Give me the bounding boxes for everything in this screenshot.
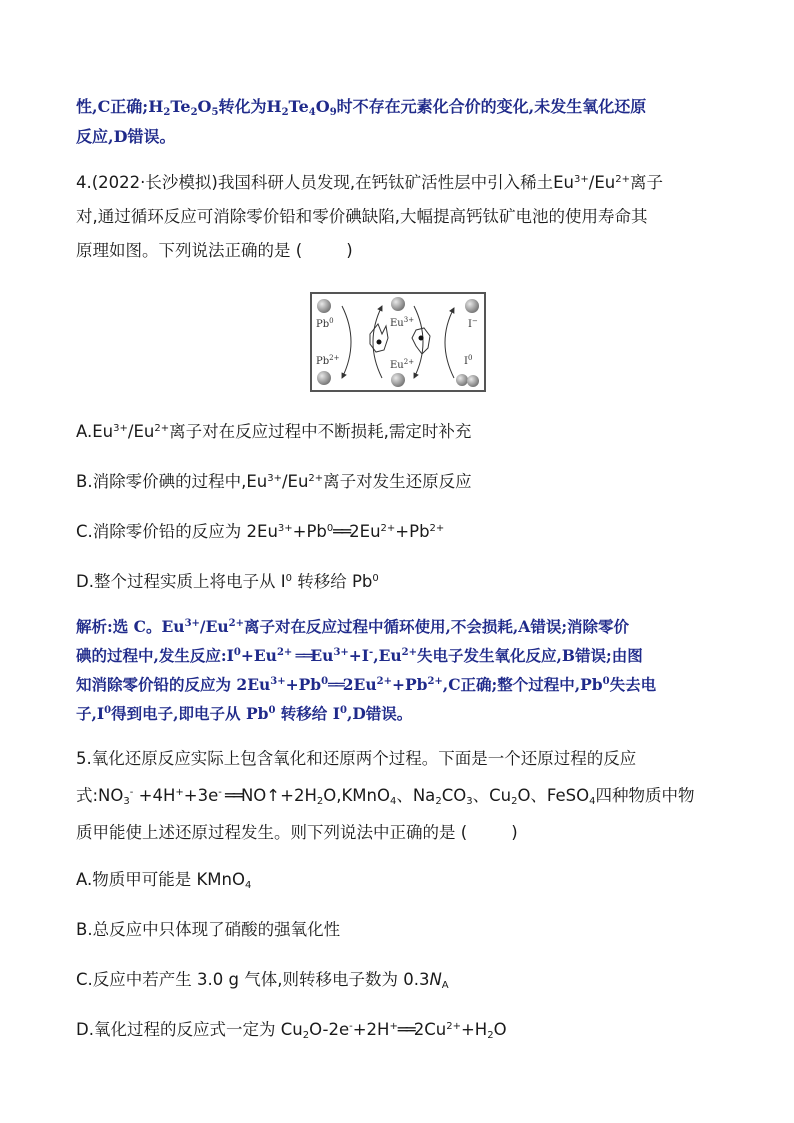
eu2-ion [391,373,405,387]
option-4b: B.消除零价碘的过程中$,Eu^{3+}/Eu^{2+}$离子对发生还原反应 [76,472,472,491]
analysis-4-line4: 子$,I^0$得到电子,即电子从 Pb$^0$ 转移给 $I^0,D$错误。 [76,704,413,723]
mechanism-diagram [312,294,484,390]
analysis-4-line3: 知消除零价铅的反应为 $2Eu^{3+}+Pb^0══2Eu^{2+}+Pb^{2+},C$正确;整个过程中,Pb$^0$失去电 [76,675,657,694]
label-i0: $I^0$ [464,354,473,367]
electron-left [377,340,382,345]
question-4-line3: 原理如图。下列说法正确的是 ( ) [76,241,353,260]
analysis-4-line2: 碘的过程中,发生反应$:I^0+Eu^{2+}$ $══Eu^{3+}+I^-,Eu^{2+}$失电子发生氧化反应,B错误;由图 [76,646,643,665]
prev-answer [76,92,724,152]
answer-bracket-5: ( ) [460,823,518,842]
answer-bracket: ( ) [295,241,353,260]
arrow-pb-left [342,306,351,378]
question-5 [76,740,724,851]
label-pb0: Pb$^0$ [316,317,334,330]
question-5-line2: 式$:NO_3^- +4H^++3e^-$ $══NO↑+2H_2O,KMnO_4$、$Na_2CO_3$、$Cu_2O$、FeSO$_4$四种物质中物 [76,786,695,807]
prev-answer-line2: 反应,D错误。 [76,127,176,146]
option-4d: D.整个过程实质上将电子从 $I^0$ 转移给 Pb$^0$ [76,572,379,591]
label-eu2: $Eu^{2+}$ [390,358,415,371]
question-4-line2: 对,通过循环反应可消除零价铅和零价碘缺陷,大幅提高钙钛矿电池的使用寿命其 [76,207,648,226]
analysis-4-line1: 解析:选 C。$Eu^{3+}/Eu^{2+}$离子对在反应过程中循环使用,不会损耗,A错误;消除零价 [76,617,630,636]
hand-right-icon [412,328,430,354]
option-4c: C.消除零价铅的反应为 $2Eu^{3+}+Pb^0══2Eu^{2+}+Pb^{2+}$ [76,522,445,541]
pb2-ion [317,371,331,385]
option-5b: B.总反应中只体现了硝酸的强氧化性 [76,920,341,939]
analysis-4 [76,612,724,728]
option-5c: C.反应中若产生 3.0 g 气体,则转移电子数为 $0.3N_A$ [76,970,449,991]
i0-atom-1 [456,374,468,386]
label-pb2: $Pb^{2+}$ [316,354,340,367]
i-minus-ion [465,299,479,313]
label-i-minus: I− [468,317,478,330]
pb0-atom [317,299,331,313]
label-eu3: $Eu^{3+}$ [390,316,415,329]
prev-answer-line1: 性,C正确$;H_2Te_2O_5$转化为$H_2Te_4O_9$时不存在元素化合价的变化,未发生氧化还原 [76,97,647,118]
option-5d: D.氧化过程的反应式一定为 $Cu_2O-2e^-+2H^+══2Cu^{2+}+H_2O$ [76,1020,507,1041]
question-4-line1: 4.(2022·长沙模拟)我国科研人员发现,在钙钛矿活性层中引入稀土$Eu^{3+}/Eu^{2+}$离子 [76,173,663,192]
mechanism-figure [310,292,486,392]
question-5-line3: 质甲能使上述还原过程发生。则下列说法中正确的是 ( ) [76,823,518,842]
arrow-eu-right [414,306,423,378]
eu3-ion [391,297,405,311]
question-4 [76,166,724,268]
option-4a: $A.Eu^{3+}/Eu^{2+}$离子对在反应过程中不断损耗,需定时补充 [76,422,472,441]
electron-right [419,336,424,341]
arrow-i-right [445,308,454,378]
option-5a: A.物质甲可能是 KMnO$_4$ [76,870,252,891]
i0-atom-2 [467,375,479,387]
question-5-line1: 5.氧化还原反应实际上包含氧化和还原两个过程。下面是一个还原过程的反应 [76,749,637,768]
